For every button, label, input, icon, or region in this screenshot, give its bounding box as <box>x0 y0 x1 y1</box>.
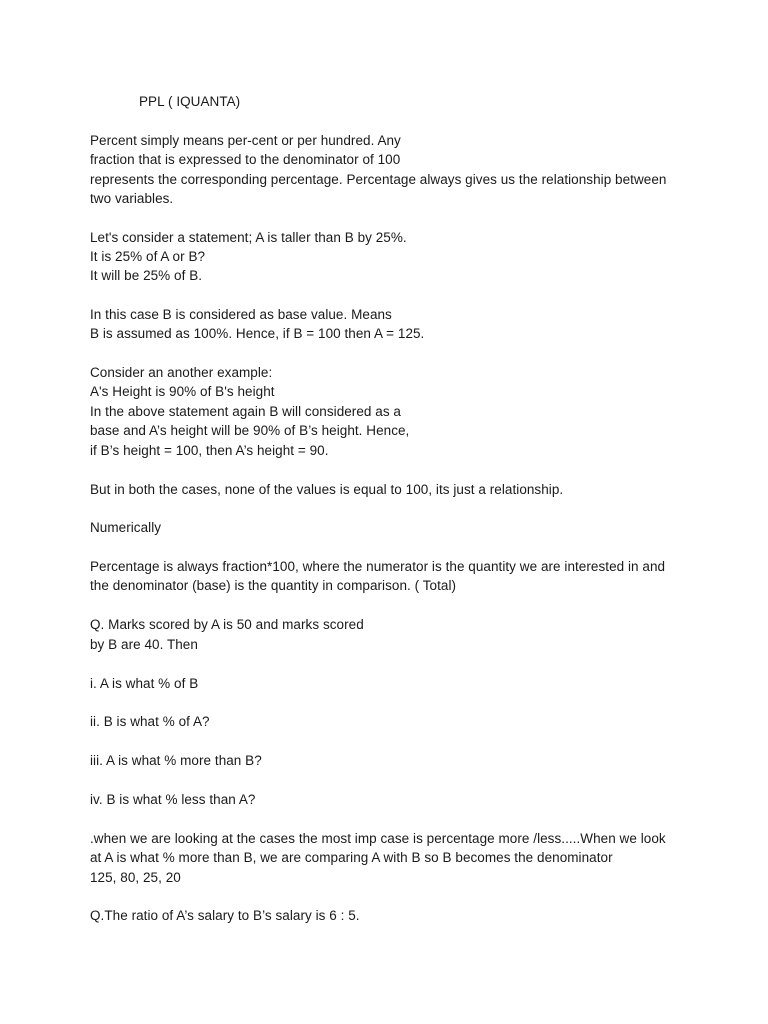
paragraph-line: the denominator (base) is the quantity in comparison. ( Total) <box>90 578 457 593</box>
paragraph-line: fraction that is expressed to the denominator of 100 <box>90 152 401 167</box>
section-heading: Numerically <box>90 520 162 535</box>
paragraph-line: It is 25% of A or B? <box>90 249 206 264</box>
question-line: Q. Marks scored by A is 50 and marks scored <box>90 617 364 632</box>
question-item: i. A is what % of B <box>90 676 199 691</box>
paragraph-line: In the above statement again B will considered as a <box>90 404 401 419</box>
answer-line: 125, 80, 25, 20 <box>90 870 181 885</box>
paragraph-line: Percentage is always fraction*100, where the numerator is the quantity we are interested in and <box>90 559 666 574</box>
question-line: by B are 40. Then <box>90 637 198 652</box>
paragraph-line: Consider an another example: <box>90 365 273 380</box>
paragraph-line: represents the corresponding percentage. Percentage always gives us the relationship between <box>90 172 667 187</box>
paragraph-line: if B’s height = 100, then A’s height = 90. <box>90 443 329 458</box>
paragraph-line: In this case B is considered as base value. Means <box>90 307 392 322</box>
paragraph-line: at A is what % more than B, we are comparing A with B so B becomes the denominator <box>90 850 613 865</box>
question-item: iii. A is what % more than B? <box>90 753 262 768</box>
paragraph-line: But in both the cases, none of the values is equal to 100, its just a relationship. <box>90 482 564 497</box>
paragraph-line: .when we are looking at the cases the most imp case is percentage more /less.....When we look <box>90 831 666 846</box>
paragraph-line: A's Height is 90% of B's height <box>90 384 275 399</box>
paragraph-line: B is assumed as 100%. Hence, if B = 100 then A = 125. <box>90 326 425 341</box>
paragraph-line: It will be 25% of B. <box>90 268 203 283</box>
paragraph-line: two variables. <box>90 191 174 206</box>
paragraph-line: base and A’s height will be 90% of B’s height. Hence, <box>90 423 410 438</box>
question-item: ii. B is what % of A? <box>90 714 210 729</box>
paragraph-line: Let's consider a statement; A is taller than B by 25%. <box>90 230 407 245</box>
question-item: iv. B is what % less than A? <box>90 792 256 807</box>
document-title: PPL ( IQUANTA) <box>139 94 241 109</box>
question-line: Q.The ratio of A’s salary to B’s salary is 6 : 5. <box>90 908 360 923</box>
paragraph-line: Percent simply means per-cent or per hundred. Any <box>90 133 401 148</box>
